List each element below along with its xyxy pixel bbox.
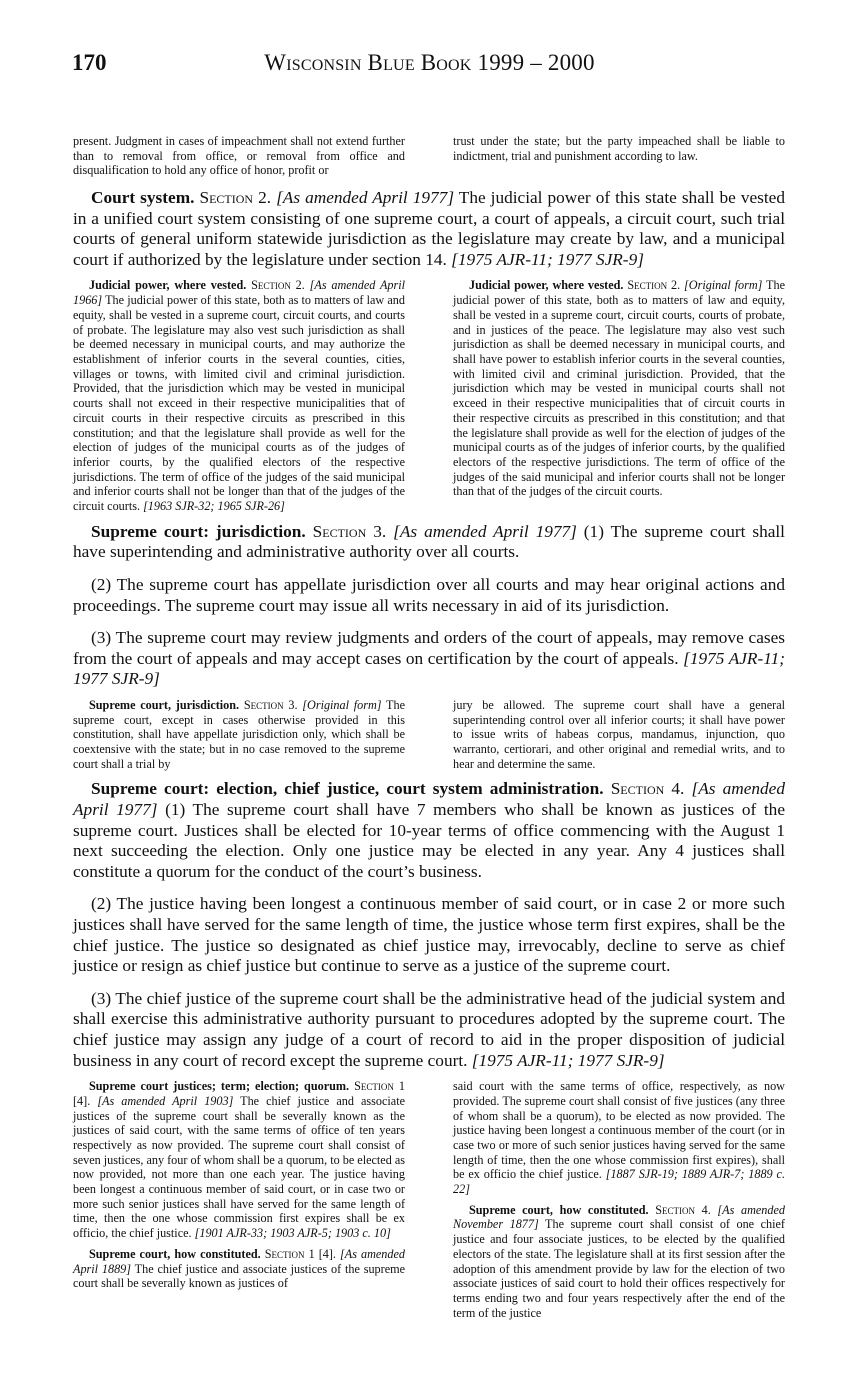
election-note-right-2-heading: Supreme court, how constituted. (469, 1202, 649, 1217)
court-system-heading: Court system. (91, 188, 195, 208)
election-heading: Supreme court: election, chief justice, court system administration. (91, 779, 604, 799)
election-note-left-2-text: The chief justice and associate justices of the supreme court shall be severally known as justices of (73, 1261, 406, 1291)
election-notes (73, 1079, 785, 1320)
jurisdiction-note-left (73, 698, 405, 772)
election-note-right-2-text: The supreme court shall consist of one chief justice and four associate justices, to be elected by the qualified electors of the state. The legislature shall at its first session after the adoption of this amendment provide by law for the election of two associate justices of said court to hold their offices respectively for terms ending two and four years respectively after the end of the term of the justice (453, 1217, 785, 1320)
judicial-note-left-amend: [As amended April 1966] (73, 278, 406, 308)
page-header (72, 50, 787, 80)
jurisdiction-p3 (73, 628, 785, 690)
judicial-note-right-section: Section 2. (627, 278, 681, 293)
jurisdiction-amend: [As amended April 1977] (393, 521, 577, 541)
jurisdiction-note-left-heading: Supreme court, jurisdiction. (89, 697, 240, 712)
carryover-left (73, 134, 405, 178)
election-p3 (73, 989, 785, 1071)
judicial-note-right-heading: Judicial power, where vested. (469, 278, 624, 293)
election-note-left-2-heading: Supreme court, how constituted. (89, 1246, 261, 1261)
jurisdiction-p2: (2) The supreme court has appellate jurisdiction over all courts and may hear original actions and proceedings. The supreme court may issue all writs necessary in aid of its jurisdiction. (73, 574, 785, 615)
election-amend: [As amended April 1977] (73, 779, 785, 819)
jurisdiction-p1 (73, 522, 785, 563)
jurisdiction-note-left-amend: [Original form] (302, 697, 382, 712)
judicial-note-right-text: The judicial power of this state, both as to matters of law and equity, shall be vested in a supreme court, circuit courts, courts of probate, and in justices of the peace. The legislature may also vest such jurisdiction as shall be deemed necessary in municipal courts, and shall have power to establish inferior courts in the several counties, with limited civil and criminal jurisdiction. Provided, that the jurisdiction which may be vested in municipal courts shall not exceed in their respective municipalities that of circuit courts in their respective circuits as prescribed in this constitution; and that the legislature shall provide as well for the election of judges of the municipal courts as of the judges of inferior courts, by the qualified electors of the respective jurisdictions. The term of office of the judges of the said municipal and inferior courts shall not be longer than that of the judges of the circuit courts. (453, 278, 786, 499)
carryover-left-text: present. Judgment in cases of impeachment shall not extend further than to removal from office, or removal from office and disqualification to hold any office of honor, profit or (73, 134, 405, 178)
page-number: 170 (72, 50, 107, 75)
election-p1-text: (1) The supreme court shall have 7 members who shall be known as justices of the supreme court. Justices shall be elected for 10-year terms of office commencing with the August 1 next succeeding the election. Only one justice may be elected in any year. Any 4 justices shall constitute a quorum for the conduct of the court’s business. (73, 800, 785, 881)
election-note-right-1-text: said court with the same terms of office, respectively, as now provided. The supreme court shall consist of five justices (any three of whom shall be a quorum), to be elected as now provided. The justice having been longest a continuous member of the court (or in case two or more of such senior justices having served for the same length of time, then the one whose commission first expires), shall be ex officio the chief justice. (453, 1079, 785, 1182)
judicial-note-right (453, 278, 785, 499)
court-system-section-number: Section 2. (199, 188, 272, 208)
election-cite: [1975 AJR-11; 1977 SJR-9] (471, 1050, 665, 1070)
court-system-text: The judicial power of this state shall be vested in a unified court system consisting of one supreme court, a court of appeals, a circuit court, such trial courts of general uniform statewide jurisdiction as the legislature may create by law, and a municipal court if authorized by the legislature under section 14. (73, 188, 785, 269)
election-note-left-2-section: Section 1 [4]. (264, 1246, 336, 1261)
judicial-note-right-amend: [Original form] (684, 278, 763, 293)
election-note-right (453, 1079, 785, 1320)
jurisdiction-note-right-text: jury be allowed. The supreme court shall have a general superintending control over all inferior courts; it shall have power to issue writs of habeas corpus, mandamus, injunction, quo warranto, certiorari, and other original and remedial writs, and to hear and determine the same. (453, 697, 785, 771)
judicial-note-left-heading: Judicial power, where vested. (89, 278, 247, 293)
court-system-amend: [As amended April 1977] (276, 188, 455, 208)
jurisdiction-p3-text: (3) The supreme court may review judgments and orders of the court of appeals, may remove cases from the court of appeals and may accept cases on certification by the court of appeals. (73, 628, 785, 668)
election-p2: (2) The justice having been longest a continuous member of said court, or in case 2 or more such justices shall have served for the same length of time, the justice whose term first expires, shall be the chief justice. The justice so designated as chief justice may, irrevocably, decline to serve as chief justice or resign as chief justice but continue to serve as a justice of the supreme court. (73, 894, 785, 976)
election-note-right-2-section: Section 4. (655, 1202, 711, 1217)
judicial-note-left (73, 278, 405, 513)
judicial-note-left-section: Section 2. (251, 278, 305, 293)
election-note-left-1-heading: Supreme court justices; term; election; quorum. (89, 1079, 350, 1094)
jurisdiction-heading: Supreme court: jurisdiction. (91, 521, 306, 541)
judicial-notes (73, 278, 785, 513)
jurisdiction-cite: [1975 AJR-11; 1977 SJR-9] (73, 648, 785, 689)
running-title: Wisconsin Blue Book 1999 – 2000 (264, 50, 595, 75)
court-system-section (73, 188, 785, 270)
carryover-right-text: trust under the state; but the party impeached shall be liable to indictment, trial and punishment according to law. (453, 134, 785, 163)
page-content (73, 134, 785, 1320)
election-note-right-1-cite: [1887 SJR-19; 1889 AJR-7; 1889 c. 22] (453, 1167, 785, 1197)
election-note-left (73, 1079, 405, 1291)
judicial-note-left-cite: [1963 SJR-32; 1965 SJR-26] (143, 499, 285, 514)
election-p1 (73, 779, 785, 882)
court-system-cite: [1975 AJR-11; 1977 SJR-9] (451, 249, 644, 269)
judicial-note-left-text: The judicial power of this state, both as to matters of law and equity, shall be vested in a supreme court, circuit courts, and courts of probate. The legislature may also vest such jurisdiction as shall be deemed necessary in municipal courts, and may authorize the establishment of inferior courts in the several counties, cities, villages or towns, with limited civil and criminal jurisdiction. Provided, that the jurisdiction which may be vested in municipal courts shall not exceed in their respective municipalities that of circuit courts in their respective circuits as prescribed in this constitution; and that the legislature shall provide as well for the election of judges of the municipal courts as of the judges of inferior courts, by the qualified electors of the respective jurisdictions. The term of office of the judges of the said municipal and inferior courts shall not be longer than that of the judges of the circuit courts. (73, 293, 405, 514)
jurisdiction-notes (73, 698, 785, 772)
election-note-left-1-text: The chief justice and associate justices of the supreme court shall be severally known as the justices of said court, with the same terms of office of ten years respectively as now provided. The supreme court shall consist of seven justices, any four of whom shall be a quorum, to be elected as now provided, not more than one each year. The justice having been longest a continuous member of said court, or in case two or more such senior justices shall have served for the same length of time, then the one whose commission first expires shall be ex officio, the chief justice. (73, 1093, 406, 1241)
election-note-left-1-cite: [1901 AJR-33; 1903 AJR-5; 1903 c. 10] (194, 1226, 391, 1241)
jurisdiction-note-left-text: The supreme court, except in cases otherwise provided in this constitution, shall have appellate jurisdiction only, which shall be coextensive with the state; but in no case removed to the supreme court shall a trial by (73, 697, 406, 771)
jurisdiction-p1-text: (1) The supreme court shall have superintending and administrative authority over all courts. (73, 521, 785, 562)
jurisdiction-note-right (453, 698, 785, 772)
carryover-section (73, 134, 785, 178)
jurisdiction-note-left-section: Section 3. (243, 697, 298, 712)
election-note-left-2-amend: [As amended April 1889] (73, 1246, 405, 1276)
election-p3-text: (3) The chief justice of the supreme court shall be the administrative head of the judicial system and shall exercise this administrative authority pursuant to procedures adopted by the supreme court. The chief justice may assign any judge of a court of record to aid in the proper disposition of judicial business in any court of record except the supreme court. (73, 988, 785, 1070)
election-note-left-1-section: Section 1 [4]. (73, 1079, 405, 1108)
carryover-right (453, 134, 785, 163)
jurisdiction-section-number: Section 3. (312, 521, 387, 541)
election-note-right-2-amend: [As amended November 1877] (453, 1202, 786, 1232)
election-note-left-1-amend: [As amended April 1903] (97, 1093, 234, 1108)
election-section-number: Section 4. (610, 779, 685, 799)
